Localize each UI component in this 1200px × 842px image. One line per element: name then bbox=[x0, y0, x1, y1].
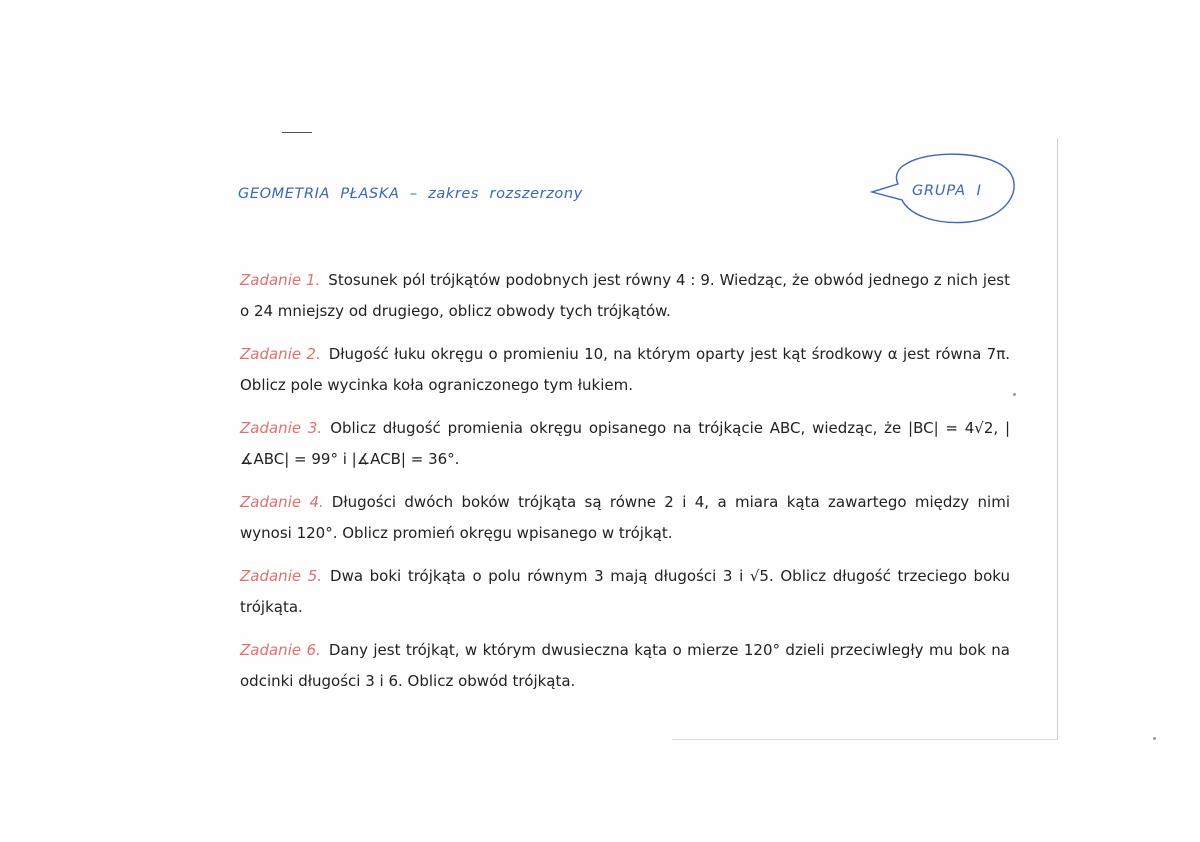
task-label: Zadanie 3. bbox=[240, 419, 323, 437]
task-text: Dwa boki trójkąta o polu równym 3 mają długości 3 i √5. Oblicz długość trzeciego boku trójkąta. bbox=[240, 567, 1010, 616]
task-1 bbox=[240, 265, 1010, 327]
task-label: Zadanie 5. bbox=[240, 567, 323, 585]
page-edge-mark bbox=[282, 132, 312, 133]
task-3 bbox=[240, 413, 1010, 475]
task-text: Stosunek pól trójkątów podobnych jest równy 4 : 9. Wiedząc, że obwód jednego z nich jest o 24 mniejszy od drugiego, oblicz obwody tych trójkątów. bbox=[240, 271, 1010, 320]
task-6 bbox=[240, 635, 1010, 697]
page-edge-bottom bbox=[672, 739, 1058, 740]
task-text: Oblicz długość promienia okręgu opisanego na trójkącie ABC, wiedząc, że |BC| = 4√2, |∡ABC| = 99° i |∡ACB| = 36°. bbox=[240, 419, 1010, 468]
task-text: Dany jest trójkąt, w którym dwusieczna kąta o mierze 120° dzieli przeciwległy mu bok na odcinki długości 3 i 6. Oblicz obwód trójkąta. bbox=[240, 641, 1010, 690]
task-label: Zadanie 2. bbox=[240, 345, 321, 363]
scan-speck bbox=[1013, 393, 1016, 396]
scan-speck bbox=[1153, 737, 1156, 740]
group-label: GRUPA I bbox=[912, 183, 982, 199]
task-label: Zadanie 1. bbox=[240, 271, 321, 289]
worksheet-title: GEOMETRIA PŁASKA – zakres rozszerzony bbox=[238, 186, 583, 202]
task-text: Długość łuku okręgu o promieniu 10, na którym oparty jest kąt środkowy α jest równa 7π. Oblicz pole wycinka koła ograniczonego tym łukiem. bbox=[240, 345, 1010, 394]
task-5 bbox=[240, 561, 1010, 623]
task-text: Długości dwóch boków trójkąta są równe 2 i 4, a miara kąta zawartego między nimi wynosi 120°. Oblicz promień okręgu wpisanego w trójkąt. bbox=[240, 493, 1010, 542]
page-edge-right bbox=[1057, 138, 1058, 740]
task-4 bbox=[240, 487, 1010, 549]
task-2 bbox=[240, 339, 1010, 401]
task-label: Zadanie 6. bbox=[240, 641, 321, 659]
task-label: Zadanie 4. bbox=[240, 493, 324, 511]
